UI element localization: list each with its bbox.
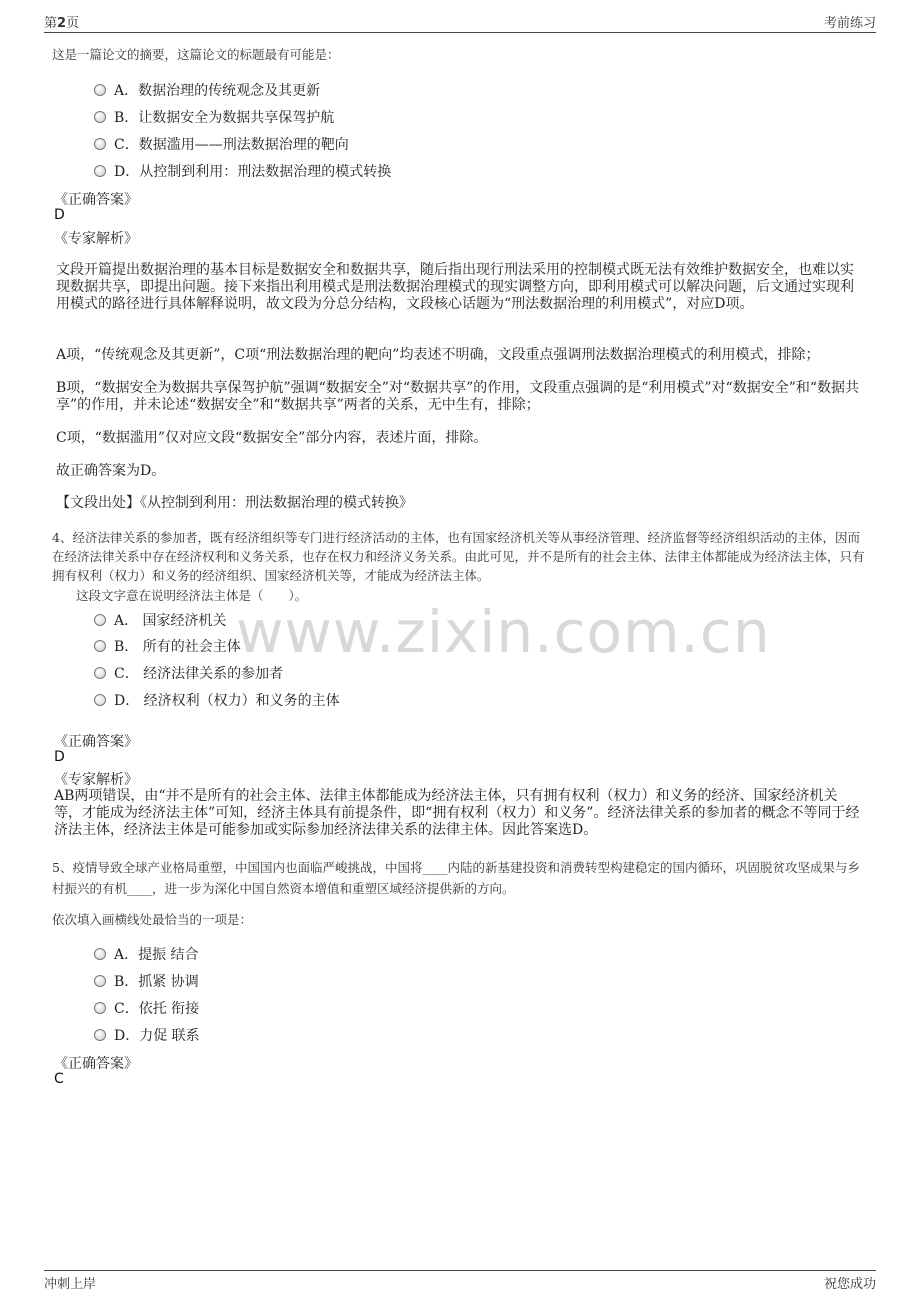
q3-option-d[interactable]: D．从控制到利用：刑法数据治理的模式转换 <box>94 161 391 181</box>
radio-icon[interactable] <box>94 165 106 177</box>
radio-icon[interactable] <box>94 667 106 679</box>
q3-answer-label: 《正确答案》 <box>54 192 138 208</box>
q4-question: 这段文字意在说明经济法主体是（ ）。 <box>76 588 308 603</box>
q4-option-b[interactable]: B． 所有的社会主体 <box>94 636 241 656</box>
q5-option-d[interactable]: D．力促 联系 <box>94 1025 200 1045</box>
q5-option-a[interactable]: A．提振 结合 <box>94 944 199 964</box>
q4-option-a[interactable]: A． 国家经济机关 <box>94 610 227 630</box>
q3-analysis-p1: 文段开篇提出数据治理的基本目标是数据安全和数据共享，随后指出现行刑法采用的控制模式既无法有效维护数据安全，也难以实现数据共享，即提出问题。接下来指出利用模式是刑法数据治理模式的现实调整方向，即利用模式可以解决问题，后文通过实现利用模式的路径进行具体解释说明，故文段为分总分结构，文段核心话题为“刑法数据治理的利用模式”，对应D项。 <box>56 262 854 312</box>
radio-icon[interactable] <box>94 614 106 626</box>
q4-option-c[interactable]: C． 经济法律关系的参加者 <box>94 663 283 683</box>
radio-icon[interactable] <box>94 111 106 123</box>
q5-answer-label: 《正确答案》 <box>54 1056 138 1072</box>
q5-option-c[interactable]: C．依托 衔接 <box>94 998 199 1018</box>
q3-analysis-p5: 故正确答案为D。 <box>56 463 166 479</box>
radio-icon[interactable] <box>94 640 106 652</box>
q4-option-d[interactable]: D． 经济权利（权力）和义务的主体 <box>94 690 340 710</box>
radio-icon[interactable] <box>94 84 106 96</box>
q3-option-c[interactable]: C．数据滥用——刑法数据治理的靶向 <box>94 134 349 154</box>
q4-analysis-label: 《专家解析》 <box>54 772 138 788</box>
q4-stem: 4、经济法律关系的参加者，既有经济组织等专门进行经济活动的主体，也有国家经济机关等从事经济管理、经济监督等经济组织活动的主体，因而在经济法律关系中存在经济权利和义务关系，也存在权力和经济义务关系。由此可见，并不是所有的社会主体、法律主体都能成为经济法主体，只有拥有权利（权力）和义务的经济组织、国家经济机关等，才能成为经济法主体。 <box>52 530 865 583</box>
q5-question: 依次填入画横线处最恰当的一项是： <box>52 912 253 927</box>
q3-analysis-p4: C项，“数据滥用”仅对应文段“数据安全”部分内容，表述片面，排除。 <box>56 430 488 446</box>
radio-icon[interactable] <box>94 975 106 987</box>
q4-answer-label: 《正确答案》 <box>54 734 138 750</box>
footer-left: 冲刺上岸 <box>44 1277 97 1292</box>
radio-icon[interactable] <box>94 138 106 150</box>
radio-icon[interactable] <box>94 1002 106 1014</box>
header-title: 考前练习 <box>823 16 876 31</box>
page-header <box>44 12 876 33</box>
q3-analysis-p2: A项，“传统观念及其更新”，C项“刑法数据治理的靶向”均表述不明确，文段重点强调刑法数据治理模式的利用模式，排除； <box>56 347 820 363</box>
q3-analysis-p3: B项，“数据安全为数据共享保驾护航”强调“数据安全”对“数据共享”的作用，文段重点强调的是“利用模式”对“数据安全”和“数据共享”的作用，并未论述“数据安全”和“数据共享”两者的关系，无中生有，排除； <box>56 380 860 413</box>
page-footer <box>44 1270 876 1295</box>
q3-source: 【文段出处】《从控制到利用：刑法数据治理的模式转换》 <box>56 495 413 511</box>
q4-answer: D <box>54 749 65 765</box>
q5-stem: 5、疫情导致全球产业格局重塑，中国国内也面临严峻挑战，中国将____内陆的新基建投资和消费转型构建稳定的国内循环，巩固脱贫攻坚成果与乡村振兴的有机____，进一步为深化中国自然资本增值和重塑区域经济提供新的方向。 <box>52 860 860 896</box>
q3-stem: 这是一篇论文的摘要，这篇论文的标题最有可能是： <box>52 47 340 62</box>
page-number: 第2页 <box>44 16 80 31</box>
q5-option-b[interactable]: B．抓紧 协调 <box>94 971 199 991</box>
q5-answer: C <box>54 1071 64 1087</box>
q3-option-a[interactable]: A．数据治理的传统观念及其更新 <box>94 80 320 100</box>
q4-analysis: AB两项错误，由“并不是所有的社会主体、法律主体都能成为经济法主体，只有拥有权利（权力）和义务的经济、国家经济机关等，才能成为经济法主体”可知，经济主体具有前提条件，即“拥有权利（权力）和义务”。经济法律关系的参加者的概念不等同于经济法主体，经济法主体是可能参加或实际参加经济法律关系的法律主体。因此答案选D。 <box>54 788 860 838</box>
q3-option-b[interactable]: B．让数据安全为数据共享保驾护航 <box>94 107 334 127</box>
radio-icon[interactable] <box>94 694 106 706</box>
q3-answer: D <box>54 207 65 223</box>
footer-right: 祝您成功 <box>823 1277 876 1292</box>
watermark: www.zixin.com.cn <box>236 598 771 666</box>
q3-analysis-label: 《专家解析》 <box>54 231 138 247</box>
radio-icon[interactable] <box>94 948 106 960</box>
radio-icon[interactable] <box>94 1029 106 1041</box>
